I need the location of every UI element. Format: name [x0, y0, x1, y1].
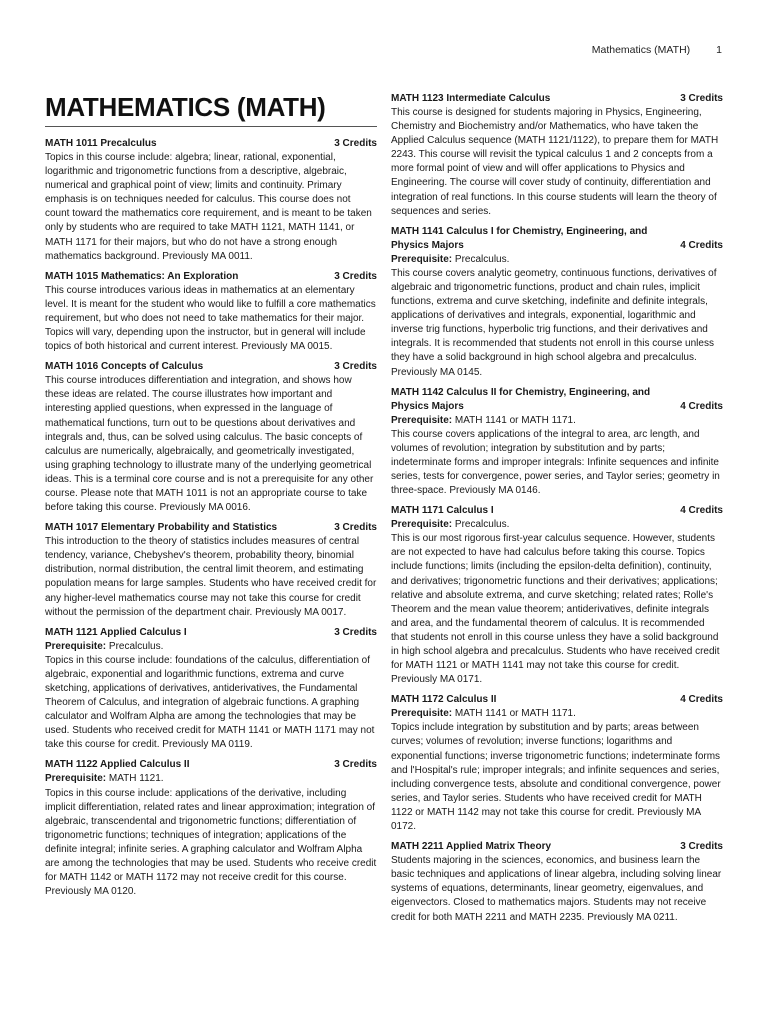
course-prerequisite	[391, 707, 723, 721]
course-credits: 3 Credits	[334, 270, 377, 282]
course-title: MATH 1016 Concepts of Calculus	[45, 361, 204, 373]
course-math-1171	[391, 504, 723, 687]
course-description: This course covers applications of the integral to area, arc length, and volumes of revolution; integration by substitution and by parts; indeterminate forms and improper integrals: Infinite sequences and infinite series, tests for convergence, power series, and Taylor series; geometry in three-space. Previously MA 0146.	[391, 428, 720, 497]
course-credits: 3 Credits	[334, 759, 377, 771]
course-title: MATH 1172 Calculus II	[391, 694, 497, 706]
course-credits: 3 Credits	[334, 626, 377, 638]
course-description: This course introduces differentiation and integration, and shows how these ideas are related. The course illustrates how important and interesting applied questions, when expressed in the language of mathematical functions, turn out to be questions about derivatives and integrals and, thus, can be solved using calculus. The basic concepts of calculus are numerically, algebraically, and geometrically investigated, using graphing technology to illustrate many of the underlying geometrical ideas. This is a terminal core course and is not a prerequisite for any other course. Please note that MATH 1011 is not an appropriate course to take before taking this course. Previously MA 0016.	[45, 375, 374, 514]
course-description: Topics in this course include: applications of the derivative, including implicit differentiation, related rates and linear approximation; integration of algebraic, transcendental and trigonometric functions; differentiation of trigonometric functions; techniques of integration; applications of the definite integral; infinite series. A graphing calculator and Wolfram Alpha are among the technologies that may be used. Students who receive credit for MATH 1142 or MATH 1172 may not receive credit for this course. Previously MA 0120.	[45, 787, 377, 898]
prerequisite-label: Prerequisite:	[391, 708, 453, 720]
course-description: This introduction to the theory of statistics includes measures of central tendency, variance, Chebyshev's theorem, probability theory, binomial distribution, normal distribution, the central limit theorem, and estimating population means for large samples. Students who have received credit for any higher-level mathematics course may not take this course for credit without the permission of the department chair. Previously MA 0017.	[45, 536, 377, 618]
course-title: MATH 1015 Mathematics: An Exploration	[45, 270, 239, 282]
prerequisite-value: Precalculus.	[454, 519, 510, 531]
course-credits: 4 Credits	[680, 239, 723, 251]
course-description: This course covers analytic geometry, continuous functions, derivatives of algebraic and trigonometric functions, product and chain rules, implicit functions, extrema and curve sketching, indefinite and definite integrals, applications of derivatives and integrals, exponential, logarithmic and inverse trig functions, hyperbolic trig functions, and their derivatives and integrals. It is recommended that students not enroll in this course unless they have a solid background in high school algebra and precalculus. Previously MA 0145.	[391, 267, 717, 378]
course-title: MATH 1121 Applied Calculus I	[45, 626, 187, 638]
course-description: Topics include integration by substitution and by parts; areas between curves; volumes of revolution; inverse functions; logarithms and exponential functions; inverse trigonometric functions; indeterminate forms and l'Hospital's rule; improper integrals; and infinite sequences and series, including convergence tests, absolute and conditional convergence, power series, and Taylor series. Students who have received credit for MATH 1122 or MATH 1142 may not take this course for credit. Previously MA 0172.	[391, 722, 721, 833]
course-math-1123	[391, 92, 723, 219]
course-title: MATH 2211 Applied Matrix Theory	[391, 841, 552, 853]
prerequisite-value: MATH 1141 or MATH 1171.	[454, 708, 576, 720]
course-math-1015	[45, 270, 377, 354]
course-description: Topics in this course include: algebra; linear, rational, exponential, logarithmic and trigonometric functions from a descriptive, algebraic, numerical and graphical point of view; limits and continuity. Primary emphasis is on techniques needed for calculus. This course does not count toward the mathematics core requirement, and is meant to be taken only by students who are required to take MATH 1121, MATH 1141, or MATH 1171 for their majors, but who do not have a strong enough mathematics background. Previously MA 0011.	[45, 152, 372, 262]
course-title: MATH 1171 Calculus I	[391, 505, 494, 517]
course-title: MATH 1017 Elementary Probability and Statistics	[45, 522, 278, 534]
page-title: MATHEMATICS (MATH)	[45, 92, 377, 127]
prerequisite-value: Precalculus.	[454, 253, 510, 265]
course-prerequisite	[391, 518, 723, 532]
course-math-1121	[45, 626, 377, 753]
course-credits: 3 Credits	[334, 361, 377, 373]
course-description: Topics in this course include: foundations of the calculus, differentiation of algebraic, exponential and logarithmic functions, extrema and curve sketching, applications of derivatives, antiderivatives, the Fundamental Theorem of Calculus, and integration of algebraic functions. A graphing calculator and Wolfram Alpha are among the technologies that may be used. Students who received credit for MATH 1141 or MATH 1171 may not take this course for credit. Previously MA 0119.	[45, 654, 375, 751]
prerequisite-label: Prerequisite:	[391, 519, 453, 531]
course-math-1016	[45, 360, 377, 515]
course-math-1122	[45, 758, 377, 899]
course-title: MATH 1123 Intermediate Calculus	[391, 93, 551, 104]
course-prerequisite	[45, 772, 377, 786]
course-title: MATH 1011 Precalculus	[45, 138, 157, 149]
course-title: MATH 1122 Applied Calculus II	[45, 759, 190, 771]
prerequisite-value: Precalculus.	[108, 640, 164, 652]
prerequisite-label: Prerequisite:	[391, 414, 453, 426]
course-credits: 4 Credits	[680, 400, 723, 412]
course-title: MATH 1141 Calculus I for Chemistry, Engineering, and Physics Majors	[391, 225, 648, 251]
header-section-title: Mathematics (MATH)	[591, 44, 691, 56]
course-description: This is our most rigorous first-year calculus sequence. However, students are not expected to have had calculus before taking this course. Topics include functions; limits (including the epsilon-delta definition), continuity, and derivatives; trigonometric functions and their derivatives; applications; relative and absolute extrema, and curve sketching; related rates; Rolle's Theorem and the mean value theorem; antiderivatives, definite integrals and area, and the fundamental theorem of calculus. It is recommended that students not enroll in this course unless they have a solid background in high school algebra and precalculus. Students who have received credit for MATH 1121 or MATH 1141 may not take this course for credit. Previously MA 0171.	[391, 533, 720, 686]
page-number: 1	[716, 44, 722, 56]
course-credits: 3 Credits	[334, 138, 377, 149]
course-credits: 3 Credits	[334, 522, 377, 534]
course-math-2211	[391, 840, 723, 924]
right-column	[391, 92, 723, 925]
prerequisite-value: MATH 1121.	[108, 773, 164, 785]
prerequisite-value: MATH 1141 or MATH 1171.	[454, 414, 576, 426]
course-prerequisite	[45, 640, 377, 654]
course-credits: 3 Credits	[680, 93, 723, 104]
course-credits: 3 Credits	[680, 841, 723, 853]
course-credits: 4 Credits	[680, 694, 723, 706]
course-credits: 4 Credits	[680, 505, 723, 517]
course-math-1141	[391, 225, 723, 380]
running-header	[592, 44, 722, 56]
prerequisite-label: Prerequisite:	[45, 640, 107, 652]
course-math-1011	[45, 137, 377, 264]
left-column	[45, 92, 377, 899]
course-description: This course is designed for students majoring in Physics, Engineering, Chemistry and Biochemistry and/or Mathematics, who have taken the Applied Calculus sequence (MATH 1121/1122), to prepare them for MATH 2243. This course will revisit the typical calculus 1 and 2 concepts from a more formal point of view and will offer applications to Physics and Engineering. The course will cover study of continuity, differentiation and integration of real functions. In this course students will learn the theory of sequences and series.	[391, 107, 719, 217]
course-math-1017	[45, 521, 377, 620]
course-math-1172	[391, 693, 723, 834]
course-prerequisite	[391, 253, 723, 267]
course-math-1142	[391, 386, 723, 499]
prerequisite-label: Prerequisite:	[45, 773, 107, 785]
course-description: Students majoring in the sciences, economics, and business learn the basic techniques and applications of linear algebra, including solving linear systems of equations, determinants, linear geometry, eigenvalues, and eigenvectors. Closed to mathematics majors. Students may not receive credit for both MATH 2211 and MATH 2235. Previously MA 0211.	[391, 855, 722, 923]
course-description: This course introduces various ideas in mathematics at an elementary level. It is meant for the student who would like to fulfill a core mathematics requirement, but who does not need to take mathematics for their major. Topics will vary, depending upon the instructor, but in general will include topics of both historical and current interest. Previously MA 0015.	[45, 284, 376, 353]
course-prerequisite	[391, 414, 723, 428]
course-title: MATH 1142 Calculus II for Chemistry, Engineering, and Physics Majors	[391, 386, 651, 412]
prerequisite-label: Prerequisite:	[391, 253, 453, 265]
